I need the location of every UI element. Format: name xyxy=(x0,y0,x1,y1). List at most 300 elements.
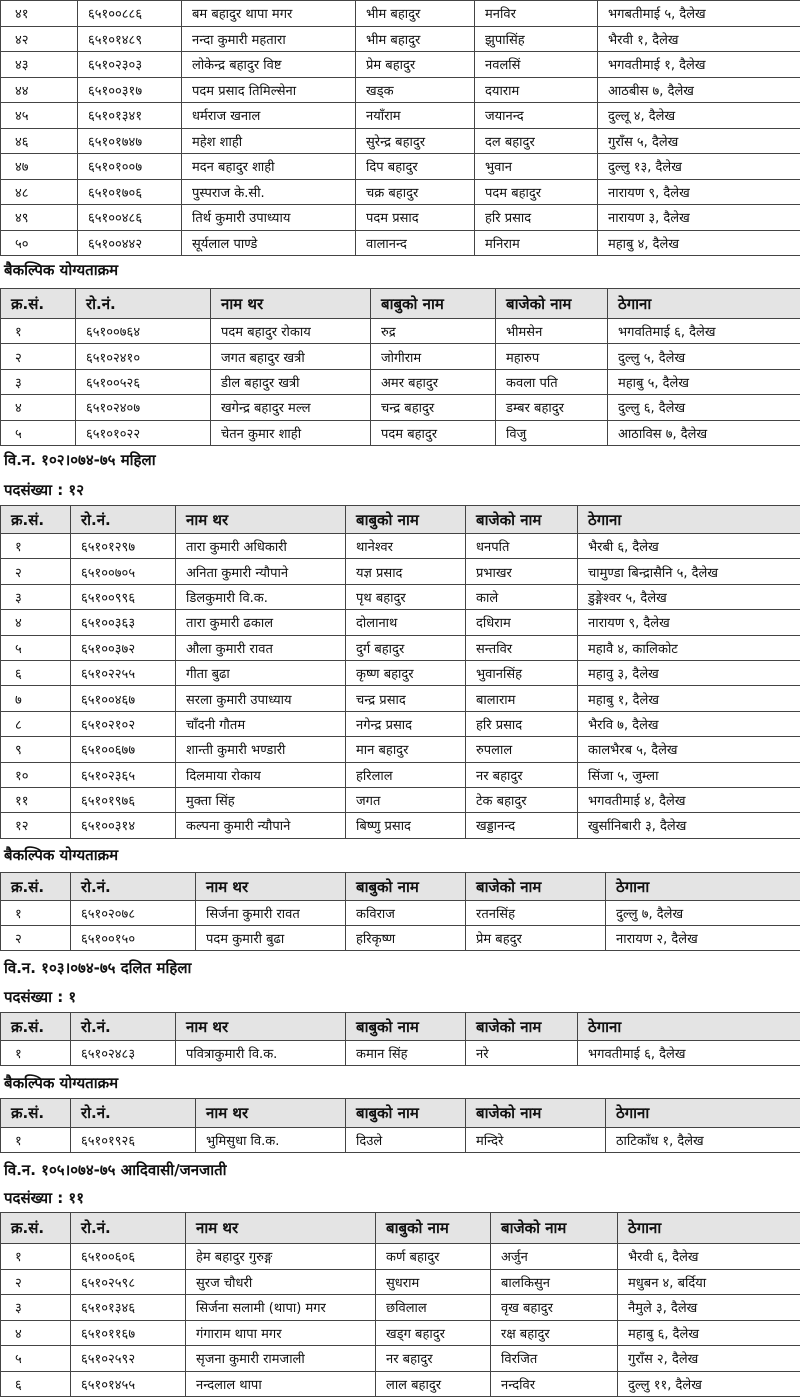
grandfather-name-cell: रुपलाल xyxy=(466,737,578,762)
name-cell: पदम कुमारी बुढा xyxy=(196,926,346,951)
column-header: ठेगाना xyxy=(606,873,800,901)
column-header: बाजेको नाम xyxy=(466,1013,578,1041)
column-header: नाम थर xyxy=(211,289,371,319)
post-count: पदसंख्या : १ xyxy=(4,988,77,1006)
column-header: क्र.सं. xyxy=(1,1099,71,1128)
table-row xyxy=(1,737,800,762)
grandfather-name-cell: झुपासिंह xyxy=(475,26,598,52)
roll-number-cell: ६५१०२४०७ xyxy=(76,395,211,420)
roll-number-cell: ६५१०१९७६ xyxy=(71,787,176,812)
roll-number-cell: ६५१०१३४६ xyxy=(71,1295,186,1321)
column-header: रो.नं. xyxy=(71,873,196,901)
candidate-table xyxy=(0,505,800,839)
serial-cell: ११ xyxy=(1,787,71,812)
grandfather-name-cell: नन्दविर xyxy=(491,1371,618,1397)
name-cell: पदम बहादुर रोकाय xyxy=(211,319,371,344)
serial-cell: २ xyxy=(1,559,71,584)
father-name-cell: भीम बहादुर xyxy=(356,1,475,27)
grandfather-name-cell: नवलसिं xyxy=(475,52,598,78)
name-cell: जगत बहादुर खत्री xyxy=(211,344,371,369)
father-name-cell: दिप बहादुर xyxy=(356,154,475,180)
grandfather-name-cell: मनिराम xyxy=(475,230,598,256)
table-row xyxy=(1,1320,800,1346)
table-row xyxy=(1,901,800,926)
serial-cell: ५ xyxy=(1,635,71,660)
roll-number-cell: ६५१०२४८३ xyxy=(71,1041,176,1066)
address-cell: आठाविस ७, दैलेख xyxy=(608,420,800,445)
grandfather-name-cell: विरजित xyxy=(491,1346,618,1372)
table-row xyxy=(1,26,800,52)
serial-cell: ३ xyxy=(1,584,71,609)
name-cell: औला कुमारी रावत xyxy=(176,635,346,660)
column-header: क्र.सं. xyxy=(1,1213,71,1244)
grandfather-name-cell: रक्ष बहादुर xyxy=(491,1320,618,1346)
father-name-cell: पदम प्रसाद xyxy=(356,205,475,231)
table-header-row xyxy=(1,1099,800,1128)
column-header: बाजेको नाम xyxy=(466,873,606,901)
table-row xyxy=(1,762,800,787)
table-row xyxy=(1,179,800,205)
name-cell: हेम बहादुर गुरुङ्ग xyxy=(186,1244,376,1270)
column-header: नाम थर xyxy=(196,1099,346,1128)
father-name-cell: थानेश्वर xyxy=(346,534,466,559)
column-header: ठेगाना xyxy=(578,506,800,534)
table-row xyxy=(1,1295,800,1321)
name-cell: सृजना कुमारी रामजाली xyxy=(186,1346,376,1372)
column-header: रो.नं. xyxy=(71,1099,196,1128)
column-header: बाजेको नाम xyxy=(466,1099,606,1128)
column-header: बाजेको नाम xyxy=(466,506,578,534)
table-row xyxy=(1,420,800,445)
post-count: पदसंख्या : १२ xyxy=(4,481,85,499)
grandfather-name-cell: हरि प्रसाद xyxy=(466,711,578,736)
grandfather-name-cell: मन्दिरे xyxy=(466,1128,606,1153)
serial-cell: ४९ xyxy=(1,205,78,231)
grandfather-name-cell: नर बहादुर xyxy=(466,762,578,787)
grandfather-name-cell: डम्बर बहादुर xyxy=(496,395,608,420)
name-cell: तारा कुमारी अधिकारी xyxy=(176,534,346,559)
column-header: ठेगाना xyxy=(608,289,800,319)
column-header: रो.नं. xyxy=(71,506,176,534)
section-heading: बैकल्पिक योग्यताक्रम xyxy=(4,1074,119,1092)
father-name-cell: पदम बहादुर xyxy=(371,420,496,445)
grandfather-name-cell: भुवान xyxy=(475,154,598,180)
name-cell: बम बहादुर थापा मगर xyxy=(182,1,356,27)
roll-number-cell: ६५१०१७०६ xyxy=(78,179,182,205)
name-cell: सिर्जना सलामी (थापा) मगर xyxy=(186,1295,376,1321)
roll-number-cell: ६५१०२५९२ xyxy=(71,1346,186,1372)
table-row xyxy=(1,1371,800,1397)
serial-cell: ५० xyxy=(1,230,78,256)
roll-number-cell: ६५१०१७४७ xyxy=(78,128,182,154)
column-header: ठेगाना xyxy=(606,1099,800,1128)
father-name-cell: छविलाल xyxy=(376,1295,491,1321)
father-name-cell: सुरेन्द्र बहादुर xyxy=(356,128,475,154)
father-name-cell: कर्ण बहादुर xyxy=(376,1244,491,1270)
serial-cell: ४ xyxy=(1,610,71,635)
grandfather-name-cell: भीमसेन xyxy=(496,319,608,344)
name-cell: तिर्थ कुमारी उपाध्याय xyxy=(182,205,356,231)
roll-number-cell: ६५१०११६७ xyxy=(71,1320,186,1346)
section-heading: वि.न. १०३।०७४-७५ दलित महिला xyxy=(4,959,192,977)
table-row xyxy=(1,610,800,635)
father-name-cell: दोलानाथ xyxy=(346,610,466,635)
name-cell: धर्मराज खनाल xyxy=(182,103,356,129)
serial-cell: ९ xyxy=(1,737,71,762)
name-cell: महेश शाही xyxy=(182,128,356,154)
name-cell: सूर्यलाल पाण्डे xyxy=(182,230,356,256)
grandfather-name-cell: बालाराम xyxy=(466,686,578,711)
table-row xyxy=(1,205,800,231)
section-heading: बैकल्पिक योग्यताक्रम xyxy=(4,261,119,279)
section-heading: बैकल्पिक योग्यताक्रम xyxy=(4,846,119,864)
roll-number-cell: ६५१०२४१० xyxy=(76,344,211,369)
table-row xyxy=(1,1244,800,1270)
table-header-row xyxy=(1,506,800,534)
father-name-cell: हरिलाल xyxy=(346,762,466,787)
candidate-table xyxy=(0,288,800,446)
address-cell: खुर्सानिबारी ३, दैलेख xyxy=(578,813,800,838)
table-header-row xyxy=(1,289,800,319)
roll-number-cell: ६५१०२३०३ xyxy=(78,52,182,78)
serial-cell: १२ xyxy=(1,813,71,838)
table-row xyxy=(1,77,800,103)
grandfather-name-cell: टेक बहादुर xyxy=(466,787,578,812)
serial-cell: ४५ xyxy=(1,103,78,129)
column-header: क्र.सं. xyxy=(1,1013,71,1041)
table-row xyxy=(1,52,800,78)
address-cell: भगवतीमाई ६, दैलेख xyxy=(578,1041,800,1066)
address-cell: भगवतिमाई ६, दैलेख xyxy=(608,319,800,344)
roll-number-cell: ६५१००३१७ xyxy=(78,77,182,103)
father-name-cell: कविराज xyxy=(346,901,466,926)
father-name-cell: दिउले xyxy=(346,1128,466,1153)
father-name-cell: नयाँराम xyxy=(356,103,475,129)
grandfather-name-cell: जयानन्द xyxy=(475,103,598,129)
father-name-cell: जोगीराम xyxy=(371,344,496,369)
column-header: बाजेको नाम xyxy=(496,289,608,319)
name-cell: मदन बहादुर शाही xyxy=(182,154,356,180)
name-cell: मुक्ता सिंह xyxy=(176,787,346,812)
address-cell: आठबीस ७, दैलेख xyxy=(598,77,800,103)
address-cell: महाबु १, दैलेख xyxy=(578,686,800,711)
name-cell: खगेन्द्र बहादुर मल्ल xyxy=(211,395,371,420)
address-cell: नारायण २, दैलेख xyxy=(606,926,800,951)
column-header: रो.नं. xyxy=(71,1013,176,1041)
roll-number-cell: ६५१००६०६ xyxy=(71,1244,186,1270)
father-name-cell: नर बहादुर xyxy=(376,1346,491,1372)
address-cell: दुल्लू ४, दैलेख xyxy=(598,103,800,129)
serial-cell: ५ xyxy=(1,420,76,445)
serial-cell: १ xyxy=(1,1128,71,1153)
address-cell: दुल्लु १३, दैलेख xyxy=(598,154,800,180)
grandfather-name-cell: दयाराम xyxy=(475,77,598,103)
address-cell: नारायण ९, दैलेख xyxy=(598,179,800,205)
address-cell: महाबु ६, दैलेख xyxy=(618,1320,800,1346)
roll-number-cell: ६५१०१३४१ xyxy=(78,103,182,129)
name-cell: कल्पना कुमारी न्यौपाने xyxy=(176,813,346,838)
column-header: बाबुको नाम xyxy=(346,506,466,534)
name-cell: चाँदनी गौतम xyxy=(176,711,346,736)
table-row xyxy=(1,103,800,129)
name-cell: सुरज चौधरी xyxy=(186,1269,376,1295)
grandfather-name-cell: प्रभाखर xyxy=(466,559,578,584)
candidate-table xyxy=(0,1012,800,1066)
name-cell: अनिता कुमारी न्यौपाने xyxy=(176,559,346,584)
name-cell: दिलमाया रोकाय xyxy=(176,762,346,787)
name-cell: गंगाराम थापा मगर xyxy=(186,1320,376,1346)
roll-number-cell: ६५१००९९६ xyxy=(71,584,176,609)
address-cell: महावै ४, कालिकोट xyxy=(578,635,800,660)
father-name-cell: चक्र बहादुर xyxy=(356,179,475,205)
roll-number-cell: ६५१०१४५५ xyxy=(71,1371,186,1397)
address-cell: डुङ्गेश्वर ५, दैलेख xyxy=(578,584,800,609)
table-row xyxy=(1,154,800,180)
serial-cell: ४ xyxy=(1,1320,71,1346)
name-cell: सरला कुमारी उपाध्याय xyxy=(176,686,346,711)
serial-cell: २ xyxy=(1,1269,71,1295)
serial-cell: ८ xyxy=(1,711,71,736)
column-header: बाबुको नाम xyxy=(346,1099,466,1128)
name-cell: नन्दलाल थापा xyxy=(186,1371,376,1397)
column-header: ठेगाना xyxy=(618,1213,800,1244)
serial-cell: २ xyxy=(1,344,76,369)
father-name-cell: सुधराम xyxy=(376,1269,491,1295)
serial-cell: ३ xyxy=(1,1295,71,1321)
father-name-cell: अमर बहादुर xyxy=(371,369,496,394)
roll-number-cell: ६५१०१०२२ xyxy=(76,420,211,445)
column-header: क्र.सं. xyxy=(1,873,71,901)
table-row xyxy=(1,1041,800,1066)
address-cell: भैरवी १, दैलेख xyxy=(598,26,800,52)
table-header-row xyxy=(1,873,800,901)
father-name-cell: नगेन्द्र प्रसाद xyxy=(346,711,466,736)
serial-cell: २ xyxy=(1,926,71,951)
address-cell: नारायण ३, दैलेख xyxy=(598,205,800,231)
candidate-table xyxy=(0,872,800,951)
address-cell: ठाटिकाँध १, दैलेख xyxy=(606,1128,800,1153)
serial-cell: ४२ xyxy=(1,26,78,52)
serial-cell: ४६ xyxy=(1,128,78,154)
table-row xyxy=(1,1346,800,1372)
column-header: नाम थर xyxy=(176,1013,346,1041)
father-name-cell: भीम बहादुर xyxy=(356,26,475,52)
serial-cell: १० xyxy=(1,762,71,787)
roll-number-cell: ६५१००४८६ xyxy=(78,205,182,231)
table-row xyxy=(1,635,800,660)
column-header: रो.नं. xyxy=(71,1213,186,1244)
father-name-cell: बिष्णु प्रसाद xyxy=(346,813,466,838)
table-row xyxy=(1,369,800,394)
serial-cell: ४ xyxy=(1,395,76,420)
table-row xyxy=(1,686,800,711)
table-row xyxy=(1,660,800,685)
column-header: क्र.सं. xyxy=(1,289,76,319)
father-name-cell: प्रेम बहादुर xyxy=(356,52,475,78)
name-cell: भुमिसुधा वि.क. xyxy=(196,1128,346,1153)
table-row xyxy=(1,711,800,736)
serial-cell: ६ xyxy=(1,1371,71,1397)
roll-number-cell: ६५१०१९२६ xyxy=(71,1128,196,1153)
serial-cell: ४३ xyxy=(1,52,78,78)
roll-number-cell: ६५१००४४२ xyxy=(78,230,182,256)
address-cell: भैरवि ७, दैलेख xyxy=(578,711,800,736)
address-cell: महाबु ५, दैलेख xyxy=(608,369,800,394)
column-header: बाबुको नाम xyxy=(346,873,466,901)
name-cell: सिर्जना कुमारी रावत xyxy=(196,901,346,926)
table-row xyxy=(1,787,800,812)
roll-number-cell: ६५१००४६७ xyxy=(71,686,176,711)
column-header: बाबुको नाम xyxy=(371,289,496,319)
table-row xyxy=(1,1,800,27)
father-name-cell: खड्ग बहादुर xyxy=(376,1320,491,1346)
grandfather-name-cell: मनविर xyxy=(475,1,598,27)
roll-number-cell: ६५१०१००७ xyxy=(78,154,182,180)
serial-cell: ४७ xyxy=(1,154,78,180)
father-name-cell: रुद्र xyxy=(371,319,496,344)
table-row xyxy=(1,559,800,584)
grandfather-name-cell: वृख बहादुर xyxy=(491,1295,618,1321)
column-header: बाजेको नाम xyxy=(491,1213,618,1244)
post-count: पदसंख्या : ११ xyxy=(4,1189,85,1207)
serial-cell: ४८ xyxy=(1,179,78,205)
column-header: नाम थर xyxy=(186,1213,376,1244)
name-cell: नन्दा कुमारी महतारा xyxy=(182,26,356,52)
roll-number-cell: ६५१००८८६ xyxy=(78,1,182,27)
serial-cell: १ xyxy=(1,1244,71,1270)
name-cell: शान्ती कुमारी भण्डारी xyxy=(176,737,346,762)
roll-number-cell: ६५१०१४८९ xyxy=(78,26,182,52)
name-cell: तारा कुमारी ढकाल xyxy=(176,610,346,635)
table-header-row xyxy=(1,1013,800,1041)
candidate-table xyxy=(0,0,800,256)
serial-cell: ७ xyxy=(1,686,71,711)
roll-number-cell: ६५१०२०७८ xyxy=(71,901,196,926)
section-heading: वि.न. १०५।०७४-७५ आदिवासी/जनजाती xyxy=(4,1161,227,1179)
column-header: रो.नं. xyxy=(76,289,211,319)
serial-cell: ३ xyxy=(1,369,76,394)
grandfather-name-cell: अर्जुन xyxy=(491,1244,618,1270)
address-cell: भगवतीमाई १, दैलेख xyxy=(598,52,800,78)
column-header: क्र.सं. xyxy=(1,506,71,534)
roll-number-cell: ६५१००६७७ xyxy=(71,737,176,762)
father-name-cell: खड्क xyxy=(356,77,475,103)
candidate-table xyxy=(0,1212,800,1397)
column-header: बाबुको नाम xyxy=(376,1213,491,1244)
grandfather-name-cell: बालकिसुन xyxy=(491,1269,618,1295)
grandfather-name-cell: नरे xyxy=(466,1041,578,1066)
roll-number-cell: ६५१००७०५ xyxy=(71,559,176,584)
address-cell: गुराँस ५, दैलेख xyxy=(598,128,800,154)
grandfather-name-cell: काले xyxy=(466,584,578,609)
serial-cell: ५ xyxy=(1,1346,71,1372)
roll-number-cell: ६५१००३७२ xyxy=(71,635,176,660)
roll-number-cell: ६५१००३१४ xyxy=(71,813,176,838)
address-cell: मधुबन ४, बर्दिया xyxy=(618,1269,800,1295)
grandfather-name-cell: कवला पति xyxy=(496,369,608,394)
name-cell: लोकेन्द्र बहादुर विष्ट xyxy=(182,52,356,78)
roll-number-cell: ६५१०१२९७ xyxy=(71,534,176,559)
serial-cell: १ xyxy=(1,319,76,344)
father-name-cell: चन्द्र प्रसाद xyxy=(346,686,466,711)
table-row xyxy=(1,395,800,420)
grandfather-name-cell: पदम बहादुर xyxy=(475,179,598,205)
grandfather-name-cell: सन्तविर xyxy=(466,635,578,660)
name-cell: पदम प्रसाद तिमिल्सेना xyxy=(182,77,356,103)
section-heading: वि.न. १०२।०७४-७५ महिला xyxy=(4,451,156,469)
father-name-cell: दुर्ग बहादुर xyxy=(346,635,466,660)
serial-cell: १ xyxy=(1,901,71,926)
address-cell: दुल्लु ११, दैलेख xyxy=(618,1371,800,1397)
address-cell: महाबु ४, दैलेख xyxy=(598,230,800,256)
address-cell: भैरबी ६, दैलेख xyxy=(578,534,800,559)
roll-number-cell: ६५१०२२५५ xyxy=(71,660,176,685)
grandfather-name-cell: खड्डानन्द xyxy=(466,813,578,838)
father-name-cell: कृष्ण बहादुर xyxy=(346,660,466,685)
father-name-cell: लाल बहादुर xyxy=(376,1371,491,1397)
name-cell: गीता बुढा xyxy=(176,660,346,685)
candidate-table xyxy=(0,1098,800,1153)
roll-number-cell: ६५१००१५० xyxy=(71,926,196,951)
name-cell: पुस्पराज के.सी. xyxy=(182,179,356,205)
address-cell: नैमुले ३, दैलेख xyxy=(618,1295,800,1321)
table-header-row xyxy=(1,1213,800,1244)
table-row xyxy=(1,584,800,609)
address-cell: गुराँस २, दैलेख xyxy=(618,1346,800,1372)
roll-number-cell: ६५१००५२६ xyxy=(76,369,211,394)
grandfather-name-cell: रतनसिंह xyxy=(466,901,606,926)
serial-cell: १ xyxy=(1,534,71,559)
table-row xyxy=(1,344,800,369)
grandfather-name-cell: महारुप xyxy=(496,344,608,369)
column-header: नाम थर xyxy=(176,506,346,534)
column-header: ठेगाना xyxy=(578,1013,800,1041)
address-cell: कालभैरब ५, दैलेख xyxy=(578,737,800,762)
address-cell: भगवतीमाई ४, दैलेख xyxy=(578,787,800,812)
father-name-cell: मान बहादुर xyxy=(346,737,466,762)
grandfather-name-cell: दल बहादुर xyxy=(475,128,598,154)
serial-cell: ४४ xyxy=(1,77,78,103)
roll-number-cell: ६५१००३६३ xyxy=(71,610,176,635)
address-cell: दुल्लु ६, दैलेख xyxy=(608,395,800,420)
table-row xyxy=(1,813,800,838)
table-row xyxy=(1,534,800,559)
address-cell: नारायण ९, दैलेख xyxy=(578,610,800,635)
serial-cell: ६ xyxy=(1,660,71,685)
serial-cell: १ xyxy=(1,1041,71,1066)
father-name-cell: यज्ञ प्रसाद xyxy=(346,559,466,584)
father-name-cell: वालानन्द xyxy=(356,230,475,256)
father-name-cell: पृथ बहादुर xyxy=(346,584,466,609)
father-name-cell: चन्द्र बहादुर xyxy=(371,395,496,420)
table-row xyxy=(1,1128,800,1153)
grandfather-name-cell: विजु xyxy=(496,420,608,445)
address-cell: चामुण्डा बिन्द्रासैनि ५, दैलेख xyxy=(578,559,800,584)
name-cell: डिलकुमारी वि.क. xyxy=(176,584,346,609)
address-cell: भगबतीमाई ५, दैलेख xyxy=(598,1,800,27)
father-name-cell: हरिकृष्ण xyxy=(346,926,466,951)
serial-cell: ४१ xyxy=(1,1,78,27)
address-cell: महावु ३, दैलेख xyxy=(578,660,800,685)
name-cell: पवित्राकुमारी वि.क. xyxy=(176,1041,346,1066)
address-cell: दुल्लु ५, दैलेख xyxy=(608,344,800,369)
roll-number-cell: ६५१०२१०२ xyxy=(71,711,176,736)
roll-number-cell: ६५१०२३६५ xyxy=(71,762,176,787)
grandfather-name-cell: भुवानसिंह xyxy=(466,660,578,685)
roll-number-cell: ६५१००७६४ xyxy=(76,319,211,344)
grandfather-name-cell: दधिराम xyxy=(466,610,578,635)
name-cell: चेतन कुमार शाही xyxy=(211,420,371,445)
